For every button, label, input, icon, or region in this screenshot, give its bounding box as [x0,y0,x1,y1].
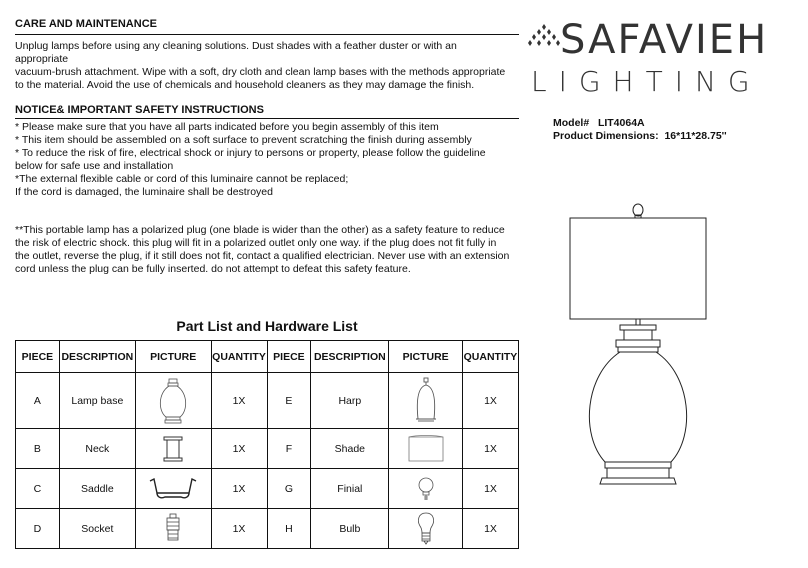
dims-label: Product Dimensions: [553,130,659,142]
care-divider [15,34,519,35]
piece-cell: F [267,429,311,469]
notice-line: * This item should be assembled on a soft surface to prevent scratching the finish during assembly [15,134,472,146]
description-cell: Socket [59,509,135,549]
picture-cell [389,373,463,429]
header-piece: PIECE [16,341,60,373]
piece-cell: C [16,469,60,509]
polarized-plug-text [15,224,520,276]
piece-cell: E [267,373,311,429]
notice-line: below for safe use and installation [15,160,174,172]
table-row [16,429,519,469]
picture-cell [135,373,211,429]
care-line: appropriate [15,53,69,65]
care-text [15,40,520,92]
dimensions-spec [553,130,727,143]
picture-cell [389,469,463,509]
description-cell: Shade [311,429,389,469]
description-cell: Neck [59,429,135,469]
quantity-cell: 1X [462,373,518,429]
header-quantity: QUANTITY [211,341,267,373]
table-row [16,509,519,549]
table-row [16,469,519,509]
polarized-line: the outlet, reverse the plug, if it still does not fit, contact a qualified electrician. Never use with an extension [15,250,510,262]
quantity-cell: 1X [211,509,267,549]
model-value: LIT4064A [597,117,645,129]
header-description: DESCRIPTION [311,341,389,373]
notice-line: *The external flexible cable or cord of this luminaire cannot be replaced; [15,173,349,185]
picture-cell [389,429,463,469]
brand-logo [528,22,560,57]
header-picture: PICTURE [135,341,211,373]
description-cell: Harp [311,373,389,429]
care-line: Unplug lamps before using any cleaning solutions. Dust shades with a feather duster or with an [15,40,457,52]
model-label: Model# [553,117,590,129]
shade-icon [406,433,446,465]
table-header-row [16,341,519,373]
notice-line: * Please make sure that you have all parts indicated before you begin assembly of this item [15,121,439,133]
piece-cell: B [16,429,60,469]
header-picture: PICTURE [389,341,463,373]
quantity-cell: 1X [211,429,267,469]
quantity-cell: 1X [462,429,518,469]
description-cell: Bulb [311,509,389,549]
brand-name: SAFAVIEH [560,17,769,63]
header-quantity: QUANTITY [462,341,518,373]
care-line: vacuum-brush attachment. Wipe with a soft, dry cloth and clean lamp bases with the methods appropriate [15,66,506,78]
picture-cell [135,469,211,509]
table-row [16,373,519,429]
piece-cell: H [267,509,311,549]
brand-subtitle: LIGHTING [531,65,762,98]
fan-motif-icon [528,22,560,52]
description-cell: Finial [311,469,389,509]
socket-icon [163,512,183,546]
polarized-line: the risk of electric shock. this plug will fit in a polarized outlet only one way. if the plug does not fit fully in [15,237,497,249]
notice-text [15,121,520,199]
lamp-illustration [560,200,720,530]
quantity-cell: 1X [211,373,267,429]
piece-cell: D [16,509,60,549]
parts-title: Part List and Hardware List [176,318,358,334]
saddle-icon [147,475,199,503]
piece-cell: A [16,373,60,429]
neck-icon [158,434,188,464]
model-spec [553,117,645,130]
lamp-base-icon [158,377,188,425]
header-description: DESCRIPTION [59,341,135,373]
quantity-cell: 1X [211,469,267,509]
notice-title: NOTICE& IMPORTANT SAFETY INSTRUCTIONS [15,104,264,116]
notice-line: * To reduce the risk of fire, electrical shock or injury to persons or property, please follow the guideline [15,147,486,159]
bulb-icon [415,511,437,547]
description-cell: Saddle [59,469,135,509]
picture-cell [135,429,211,469]
quantity-cell: 1X [462,469,518,509]
notice-line: If the cord is damaged, the luminaire shall be destroyed [15,186,273,198]
header-piece: PIECE [267,341,311,373]
finial-icon [413,475,439,503]
harp-icon [412,377,440,425]
notice-divider [15,118,519,119]
description-cell: Lamp base [59,373,135,429]
piece-cell: G [267,469,311,509]
parts-table [15,340,519,549]
picture-cell [135,509,211,549]
polarized-line: **This portable lamp has a polarized plug (one blade is wider than the other) as a safety feature to reduce [15,224,505,236]
care-line: to the material. Avoid the use of chemicals and household cleaners as they may damage the finish. [15,79,475,91]
quantity-cell: 1X [462,509,518,549]
dims-value: 16*11*28.75'' [664,130,727,142]
polarized-line: cord unless the plug can be fully inserted. do not attempt to defeat this safety feature. [15,263,411,275]
care-title: CARE AND MAINTENANCE [15,18,157,30]
picture-cell [389,509,463,549]
